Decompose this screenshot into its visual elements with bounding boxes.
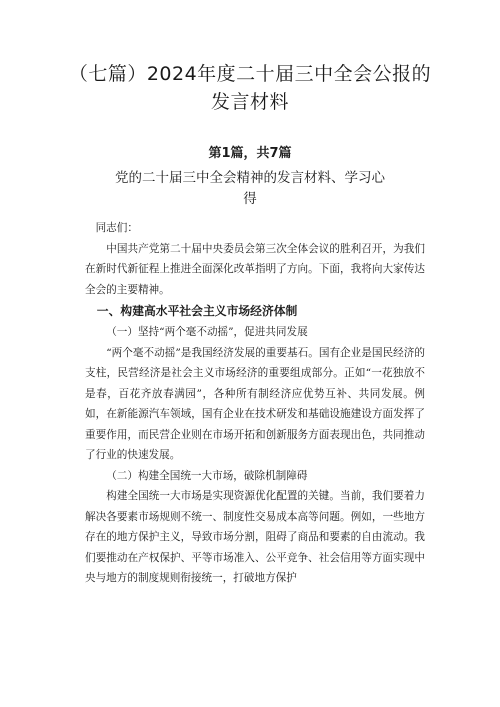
subsection-paragraph-1: “两个毫不动摇”是我国经济发展的重要基石。国有企业是国民经济的支柱，民营经济是社会主义市场经济的重要组成部分。正如“一花独放不是春，百花齐放春满园”，各种所有制经济应优势互补、共同发展。例如，在新能源汽车领域，国有企业在技术研发和基础设施建设方面发挥了重要作用，而民营企业则在市场开拓和创新服务方面表现出色，共同推动了行业的快速发展。: [85, 346, 425, 461]
article-title-line1: 党的二十届三中全会精神的发言材料、学习心: [115, 170, 385, 186]
article-title: [60, 168, 440, 210]
subsection-heading-2: （二）构建全国统一大市场，破除机制障碍: [106, 469, 308, 482]
document-title-line1: （七篇）2024年度二十届三中全会公报的: [68, 63, 432, 85]
article-title-line2: 得: [243, 191, 257, 207]
subsection-paragraph-2: 构建全国统一大市场是实现资源优化配置的关键。当前，我们要着力解决各要素市场规则不统一、制度性交易成本高等问题。例如，一些地方存在的地方保护主义，导致市场分割，阻碍了商品和要素的自由流动。我们要推动在产权保护、平等市场准入、公平竞争、社会信用等方面实现中央与地方的制度规则衔接统一，打破地方保护: [85, 490, 425, 584]
document-title-line2: 发言材料: [210, 91, 289, 113]
document-title: [40, 60, 460, 116]
greeting: 同志们：: [95, 222, 138, 234]
subsection-heading-1: （一）坚持“两个毫不动摇”，促进共同发展: [106, 326, 308, 338]
intro-paragraph: 中国共产党第二十届中央委员会第三次全体会议的胜利召开，为我们在新时代新征程上推进全面深化改革指明了方向。下面，我将向大家传达全会的主要精神。: [85, 242, 425, 296]
part-label: 第1篇，共7篇: [208, 146, 292, 161]
section-heading-1: 一、构建高水平社会主义市场经济体制: [96, 304, 298, 318]
article-body: [85, 218, 425, 589]
